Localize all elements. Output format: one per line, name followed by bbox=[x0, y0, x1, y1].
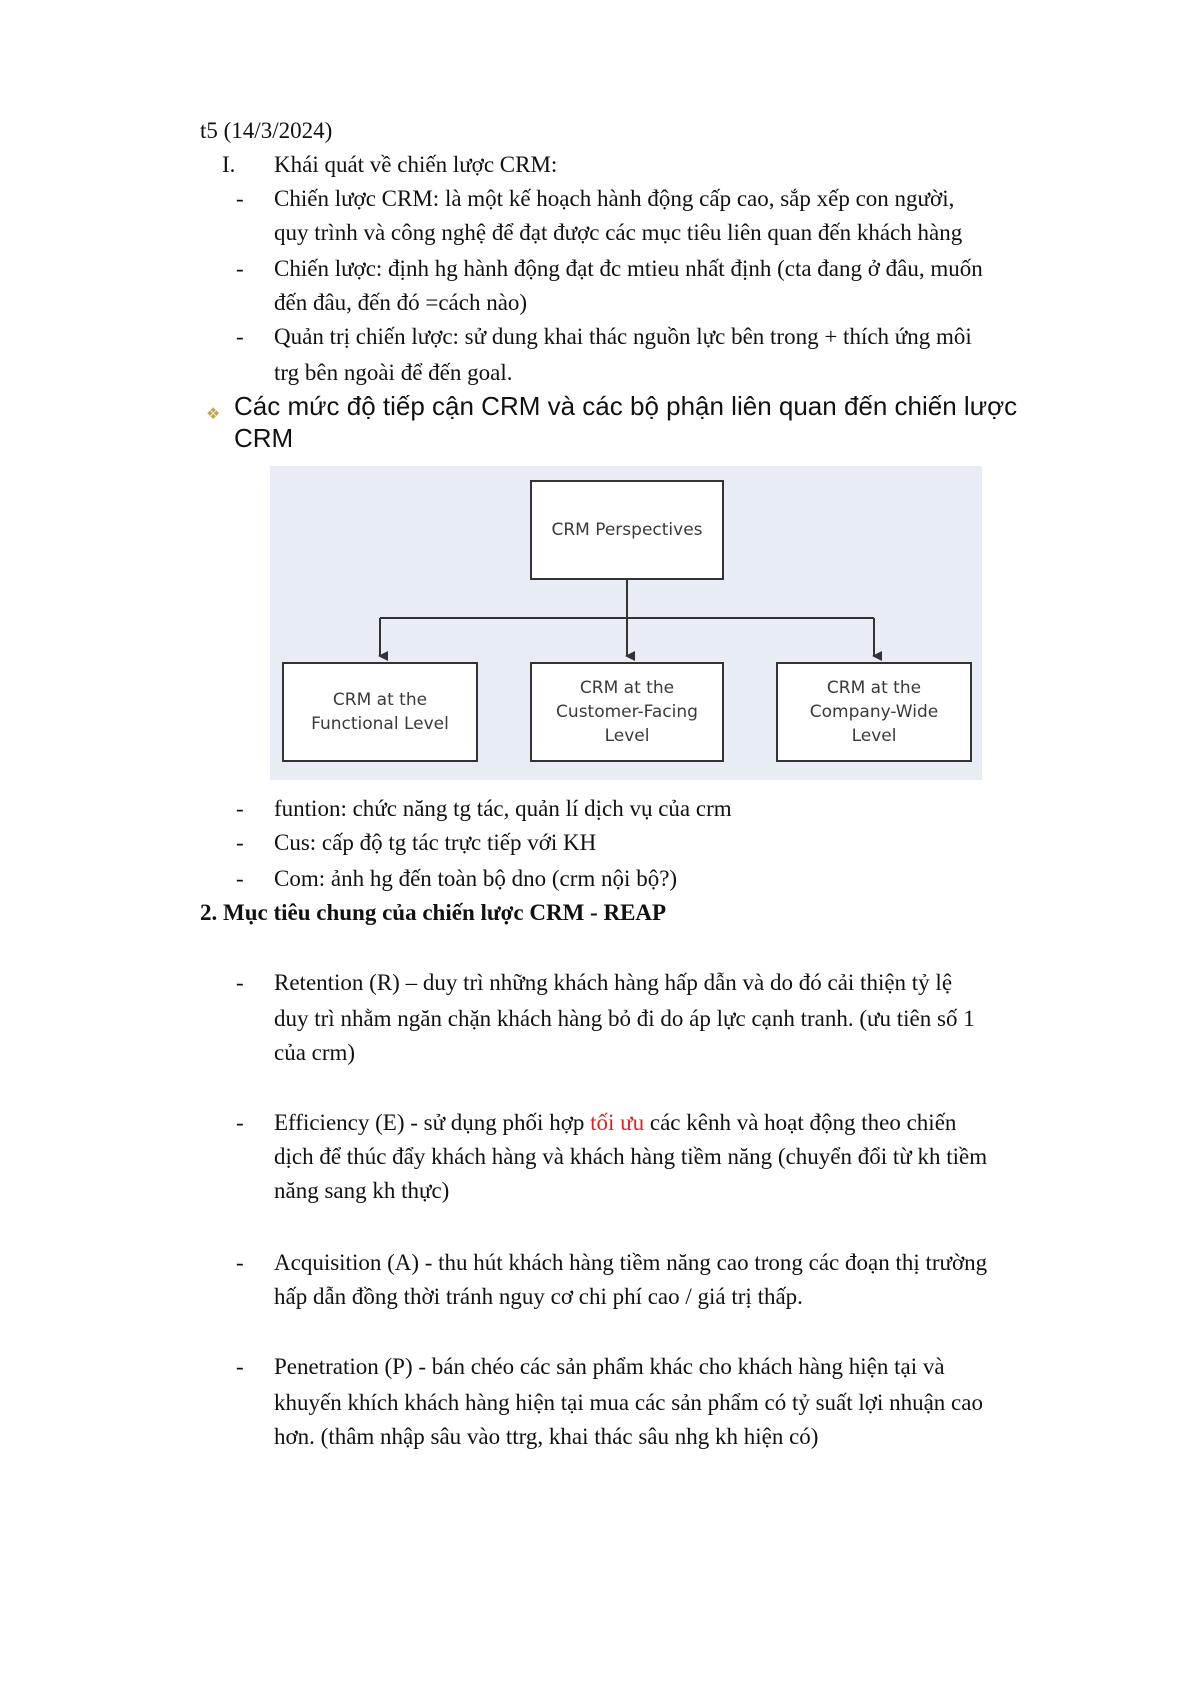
penetration-line2: khuyến khích khách hàng hiện tại mua các sản phẩm có tỷ suất lợi nhuận cao bbox=[274, 1390, 983, 1415]
retention-line1: Retention (R) – duy trì những khách hàng hấp dẫn và do đó cải thiện tỷ lệ bbox=[274, 970, 953, 995]
efficiency-line2: dịch để thúc đẩy khách hàng và khách hàng tiềm năng (chuyển đổi từ kh tiềm bbox=[274, 1144, 988, 1169]
box-label: Functional Level bbox=[311, 714, 449, 734]
diagram-box-customer-facing bbox=[530, 662, 724, 762]
dash-bullet: - bbox=[236, 970, 244, 995]
diagram-box-functional bbox=[282, 662, 478, 762]
section1-item2-line1: Chiến lược: định hg hành động đạt đc mtieu nhất định (cta đang ở đâu, muốn bbox=[274, 256, 983, 281]
note-function: funtion: chức năng tg tác, quản lí dịch vụ của crm bbox=[274, 796, 732, 821]
note-customer: Cus: cấp độ tg tác trực tiếp với KH bbox=[274, 830, 597, 855]
dash-bullet: - bbox=[236, 186, 244, 211]
slide-heading-line1: Các mức độ tiếp cận CRM và các bộ phận liên quan đến chiến lược bbox=[234, 391, 1018, 421]
dash-bullet: - bbox=[236, 1250, 244, 1275]
section1-item3-line2: trg bên ngoài để đến goal. bbox=[274, 360, 513, 385]
box-label: CRM at the bbox=[826, 678, 922, 698]
penetration-line1: Penetration (P) - bán chéo các sản phẩm khác cho khách hàng hiện tại và bbox=[274, 1354, 945, 1379]
diagram-box-company-wide bbox=[776, 662, 972, 762]
section1-item1-line2: quy trình và công nghệ để đạt được các mục tiêu liên quan đến khách hàng bbox=[274, 220, 963, 245]
dash-bullet: - bbox=[236, 1354, 244, 1379]
slide-heading-line2: CRM bbox=[234, 423, 294, 453]
efficiency-text: Efficiency (E) - sử dụng phối hợp bbox=[274, 1110, 591, 1135]
retention-line3: của crm) bbox=[274, 1040, 356, 1065]
box-label: CRM at the bbox=[332, 690, 428, 710]
retention-line2: duy trì nhằm ngăn chặn khách hàng bỏ đi do áp lực cạnh tranh. (ưu tiên số 1 bbox=[274, 1006, 975, 1031]
box-label: CRM at the bbox=[579, 678, 675, 698]
box-label: CRM Perspectives bbox=[551, 520, 703, 540]
section1-item1-line1: Chiến lược CRM: là một kế hoạch hành động cấp cao, sắp xếp con người, bbox=[274, 186, 955, 211]
efficiency-text: các kênh và hoạt động theo chiến bbox=[644, 1110, 957, 1135]
efficiency-highlight: tối ưu bbox=[590, 1110, 645, 1135]
section2-title: 2. Mục tiêu chung của chiến lược CRM - REAP bbox=[200, 900, 667, 925]
dash-bullet: - bbox=[236, 866, 244, 891]
penetration-line3: hơn. (thâm nhập sâu vào ttrg, khai thác sâu nhg kh hiện có) bbox=[274, 1424, 819, 1449]
box-label: Company-Wide bbox=[809, 702, 939, 722]
dash-bullet: - bbox=[236, 324, 244, 349]
box-label: Level bbox=[604, 726, 650, 746]
diamond-bullet-icon: ❖ bbox=[206, 406, 221, 423]
dash-bullet: - bbox=[236, 796, 244, 821]
dash-bullet: - bbox=[236, 256, 244, 281]
note-company: Com: ảnh hg đến toàn bộ dno (crm nội bộ?) bbox=[274, 866, 678, 891]
crm-perspectives-diagram bbox=[270, 466, 982, 780]
dash-bullet: - bbox=[236, 1110, 244, 1135]
acquisition-line1: Acquisition (A) - thu hút khách hàng tiềm năng cao trong các đoạn thị trường bbox=[274, 1250, 988, 1275]
dash-bullet: - bbox=[236, 830, 244, 855]
section1-item2-line2: đến đâu, đến đó =cách nào) bbox=[274, 290, 528, 315]
section1-title: Khái quát về chiến lược CRM: bbox=[274, 152, 558, 177]
efficiency-line1 bbox=[274, 1106, 956, 1140]
box-label: Customer-Facing bbox=[556, 702, 698, 722]
efficiency-line3: năng sang kh thực) bbox=[274, 1178, 450, 1203]
box-label: Level bbox=[851, 726, 897, 746]
section1-item3-line1: Quản trị chiến lược: sử dung khai thác nguồn lực bên trong + thích ứng môi bbox=[274, 324, 972, 349]
diagram-box-perspectives bbox=[530, 480, 724, 580]
section1-numeral: I. bbox=[222, 152, 236, 177]
acquisition-line2: hấp dẫn đồng thời tránh nguy cơ chi phí cao / giá trị thấp. bbox=[274, 1284, 803, 1309]
date-line: t5 (14/3/2024) bbox=[200, 118, 333, 143]
